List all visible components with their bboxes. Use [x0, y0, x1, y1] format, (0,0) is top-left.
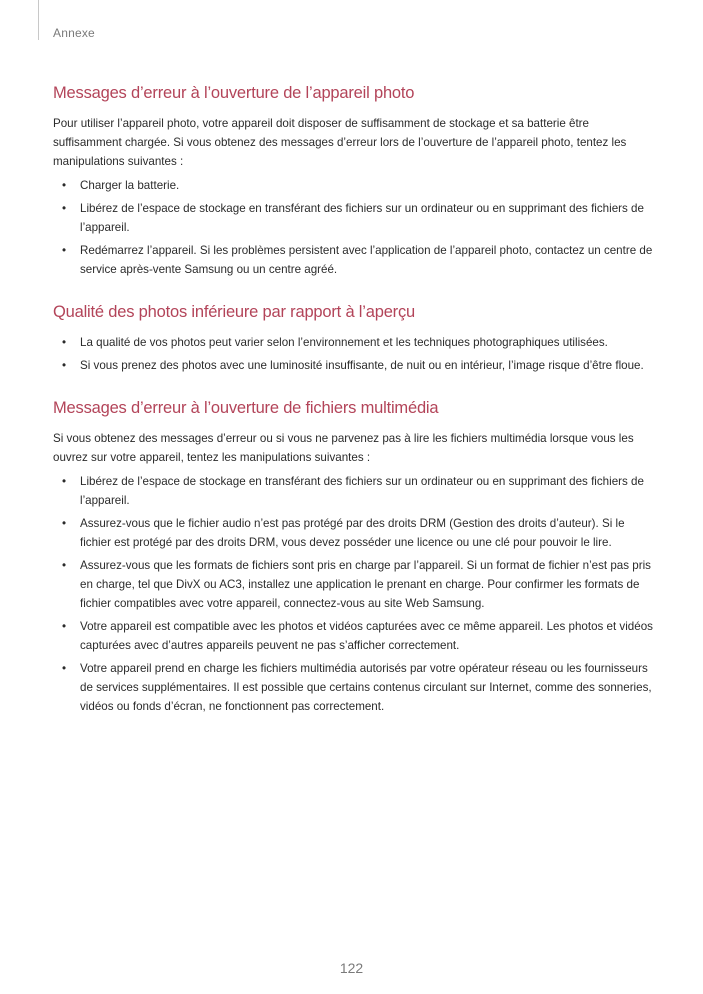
list-item: • Charger la batterie.	[53, 176, 653, 195]
list-item: • Votre appareil prend en charge les fichiers multimédia autorisés par votre opérateur réseau ou les fournisseurs de services supplémentaires. Il est possible que certains contenus circulant sur Internet, comme des sonneries, vidéos ou fonds d’écran, ne fonctionnent pas correctement.	[53, 659, 653, 716]
page-content	[53, 82, 653, 738]
bullet-list	[53, 333, 653, 375]
bullet-icon: •	[62, 336, 67, 349]
bullet-icon: •	[62, 202, 67, 215]
bullet-icon: •	[62, 359, 67, 372]
bullet-icon: •	[62, 662, 67, 675]
section-camera-errors	[53, 82, 653, 279]
bullet-list	[53, 472, 653, 716]
section-title: Messages d’erreur à l’ouverture de l’appareil photo	[53, 84, 415, 102]
list-item: • Libérez de l’espace de stockage en transférant des fichiers sur un ordinateur ou en supprimant des fichiers de l’appareil.	[53, 199, 653, 237]
bullet-icon: •	[62, 620, 67, 633]
section-intro: Pour utiliser l’appareil photo, votre appareil doit disposer de suffisamment de stockage et sa batterie être suffisamment chargée. Si vous obtenez des messages d’erreur lors de l’ouverture de l’appareil photo, tentez les manipulations suivantes :	[53, 117, 627, 168]
section-title: Qualité des photos inférieure par rapport à l’aperçu	[53, 303, 415, 321]
bullet-list	[53, 176, 653, 279]
list-item: • Assurez-vous que les formats de fichiers sont pris en charge par l’appareil. Si un format de fichier n’est pas pris en charge, tel que DivX ou AC3, installez une application le prenant en charge. Pour confirmer les formats de fichier compatibles avec votre appareil, connectez-vous au site Web Samsung.	[53, 556, 653, 613]
list-item: • Assurez-vous que le fichier audio n’est pas protégé par des droits DRM (Gestion des droits d’auteur). Si le fichier est protégé par des droits DRM, vous devez posséder une licence ou une clé pour pouvoir le lire.	[53, 514, 653, 552]
bullet-icon: •	[62, 179, 67, 192]
list-item: • Redémarrez l’appareil. Si les problèmes persistent avec l’application de l’appareil photo, contactez un centre de service après-vente Samsung ou un centre agréé.	[53, 241, 653, 279]
chapter-label: Annexe	[53, 26, 95, 40]
section-photo-quality	[53, 301, 653, 375]
bullet-icon: •	[62, 475, 67, 488]
bullet-icon: •	[62, 559, 67, 572]
section-title: Messages d’erreur à l’ouverture de fichiers multimédia	[53, 399, 439, 417]
list-item: • Si vous prenez des photos avec une luminosité insuffisante, de nuit ou en intérieur, l’image risque d’être floue.	[53, 356, 653, 375]
bullet-icon: •	[62, 244, 67, 257]
page-number: 122	[339, 960, 364, 976]
list-item: • La qualité de vos photos peut varier selon l’environnement et les techniques photographiques utilisées.	[53, 333, 653, 352]
list-item: • Votre appareil est compatible avec les photos et vidéos capturées avec ce même appareil. Les photos et vidéos capturées avec d’autres appareils peuvent ne pas s’afficher correctement.	[53, 617, 653, 655]
section-media-errors	[53, 397, 653, 716]
list-item: • Libérez de l’espace de stockage en transférant des fichiers sur un ordinateur ou en supprimant des fichiers de l’appareil.	[53, 472, 653, 510]
header-divider	[38, 0, 39, 40]
section-intro: Si vous obtenez des messages d’erreur ou si vous ne parvenez pas à lire les fichiers multimédia lorsque vous les ouvrez sur votre appareil, tentez les manipulations suivantes :	[53, 432, 634, 464]
bullet-icon: •	[62, 517, 67, 530]
